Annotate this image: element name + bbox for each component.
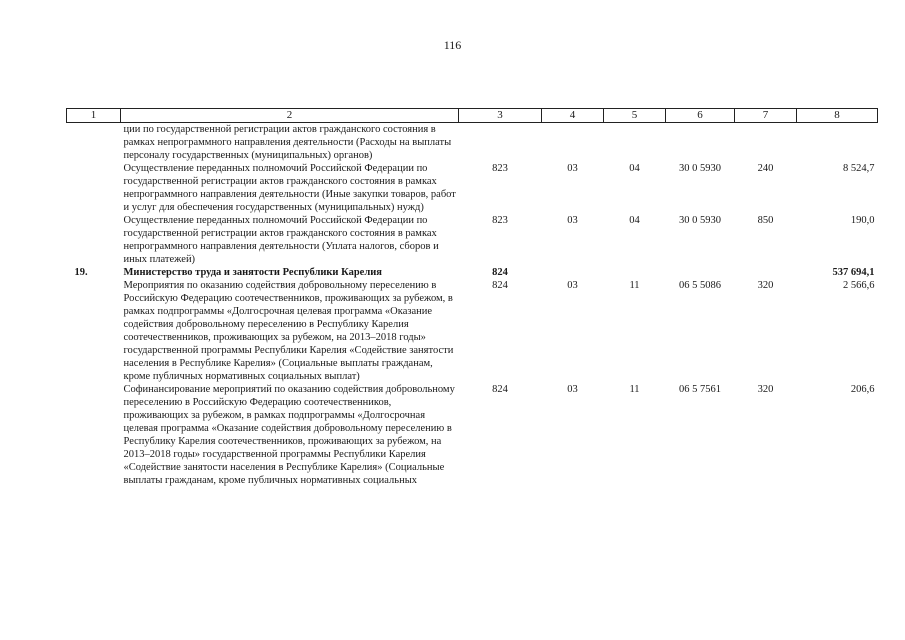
row-section [542,266,604,279]
row-expense-type: 320 [757,280,774,291]
row-section [542,123,604,163]
row-amount: 537 694,1 [832,267,875,278]
table-row [67,162,878,214]
row-expense-type: 320 [757,384,774,395]
row-expense-type [735,266,797,279]
col-header-1: 1 [67,109,121,123]
row-expense-type: 240 [757,163,774,174]
row-description: Софинансирование мероприятий по оказанию содействия добровольному переселению в Российскую Федерацию соотечественников, проживающих за рубежом, в рамках подпрограммы «Долгосрочная целевая программа «Оказание содействия добровольному переселению в Республику Карелия соотечественников, проживающих за рубежом, на 2013–2018 годы» государственной программы Республики Карелия «Содействие занятости населения в Республике Карелия» (Социальные выплаты гражданам, кроме публичных нормативных социальных [123,384,455,486]
row-description: Министерство труда и занятости Республики Карелия [123,267,382,278]
col-header-8: 8 [797,109,878,123]
row-target-article: 30 0 5930 [679,163,721,174]
row-target-article: 06 5 7561 [679,384,721,395]
row-expense-type [735,123,797,163]
table-row [67,266,878,279]
row-number [67,279,121,383]
row-subsection: 11 [629,280,640,291]
table-row [67,279,878,383]
row-number [67,383,121,487]
row-amount: 206,6 [850,384,875,395]
row-amount [797,123,878,163]
col-header-6: 6 [666,109,735,123]
row-ministry-code: 824 [492,384,508,395]
row-number [67,214,121,266]
row-ministry-code: 824 [492,280,508,291]
row-section: 03 [567,215,578,226]
table-row [67,123,878,163]
row-section: 03 [567,280,578,291]
row-ministry-code: 824 [492,267,508,278]
row-target-article [666,266,735,279]
col-header-2: 2 [121,109,459,123]
row-section: 03 [567,384,578,395]
row-target-article: 06 5 5086 [679,280,721,291]
row-ministry-code: 823 [492,163,508,174]
row-amount: 8 524,7 [843,163,875,174]
row-subsection: 04 [629,163,640,174]
row-number: 19. [74,267,88,278]
row-ministry-code: 823 [492,215,508,226]
row-subsection: 04 [629,215,640,226]
header-row [67,109,878,123]
table-row [67,383,878,487]
table-row [67,214,878,266]
row-target-article: 30 0 5930 [679,215,721,226]
col-header-4: 4 [542,109,604,123]
col-header-7: 7 [735,109,797,123]
row-description: Осуществление переданных полномочий Российской Федерации по государственной регистрации актов гражданского состояния в рамках непрограммного направления деятельности (Уплата налогов, сборов и иных платежей) [123,215,439,265]
row-number [67,123,121,163]
row-subsection [604,266,666,279]
row-subsection: 11 [629,384,640,395]
row-description: Мероприятия по оказанию содействия добровольному переселению в Российскую Федерацию соотечественников, проживающих за рубежом, в рамках подпрограммы «Долгосрочная целевая программа «Оказание содействия добровольному переселению в Республику Карелия соотечественников, проживающих за рубежом, на 2013–2018 годы» государственной программы Республики Карелия «Содействие занятости населения в Республике Карелия» (Социальные выплаты гражданам, кроме публичных нормативных социальных выплат) [123,280,454,382]
row-number [67,162,121,214]
row-ministry-code [459,123,542,163]
table-body [67,123,878,488]
col-header-3: 3 [459,109,542,123]
budget-table [66,108,878,487]
col-header-5: 5 [604,109,666,123]
row-target-article [666,123,735,163]
row-expense-type: 850 [757,215,774,226]
row-section: 03 [567,163,578,174]
row-amount: 190,0 [850,215,875,226]
row-description: ции по государственной регистрации актов гражданского состояния в рамках непрограммного направления деятельности (Расходы на выплаты персоналу государственных (муниципальных) органов) [123,124,452,161]
page-number: 116 [443,38,462,52]
table-header [67,109,878,123]
row-amount: 2 566,6 [843,280,875,291]
row-subsection [604,123,666,163]
row-description: Осуществление переданных полномочий Российской Федерации по государственной регистрации актов гражданского состояния в рамках непрограммного направления деятельности (Иные закупки товаров, работ и услуг для обеспечения государственных (муниципальных) нужд) [123,163,456,213]
